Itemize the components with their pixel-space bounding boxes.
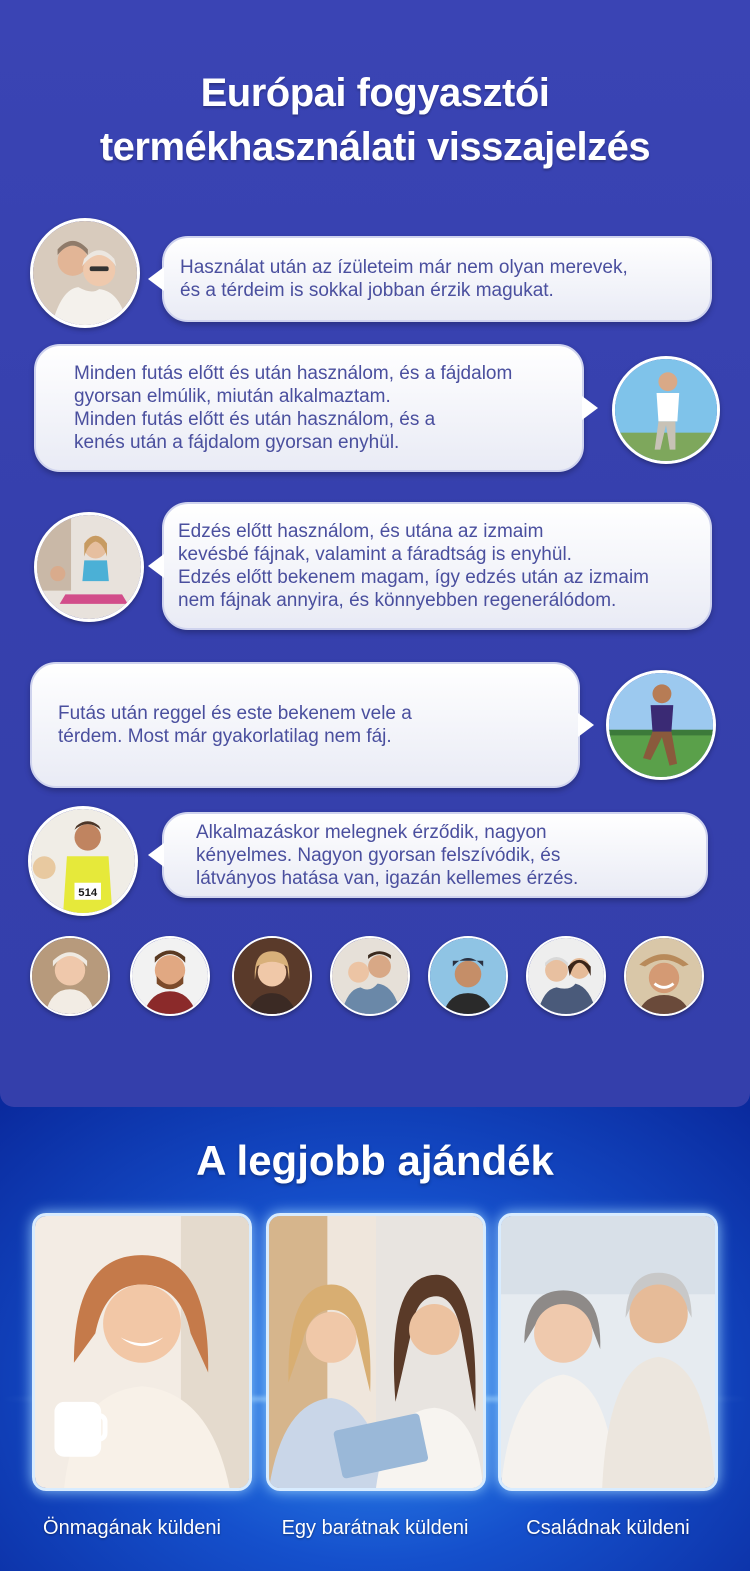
customer-avatar-3 (232, 936, 312, 1016)
review-3-bubble (162, 502, 712, 630)
feedback-title-line-1: Európai fogyasztói (200, 71, 550, 115)
review-2-line-1: Minden futás előtt és után használom, és a fájdalom (74, 363, 513, 384)
review-2-avatar (612, 356, 720, 464)
review-2-line-4: kenés után a fájdalom gyorsan enyhül. (74, 432, 400, 453)
gift-card-self (32, 1213, 252, 1491)
review-1-line-2: és a térdeim is sokkal jobban érzik magukat. (180, 280, 554, 301)
customer-avatar-5 (428, 936, 508, 1016)
review-3-line-2: kevésbé fájnak, valamint a fáradtság is enyhül. (178, 544, 572, 565)
review-5-bubble (162, 812, 708, 898)
review-2-line-2: gyorsan elmúlik, miután alkalmaztam. (74, 386, 391, 407)
review-2-bubble (34, 344, 584, 472)
customer-avatar-1 (30, 936, 110, 1016)
gift-section (0, 1107, 750, 1571)
review-1-bubble (162, 236, 712, 322)
customer-avatar-7 (624, 936, 704, 1016)
review-4-bubble (30, 662, 580, 788)
review-3-line-3: Edzés előtt bekenem magam, így edzés után az izmaim (178, 567, 650, 588)
review-4-avatar (606, 670, 716, 780)
review-5-line-3: látványos hatása van, igazán kellemes érzés. (196, 867, 579, 889)
feedback-title-line-2: termékhasználati visszajelzés (99, 125, 651, 169)
customer-avatar-4 (330, 936, 410, 1016)
caption-self: Önmagának küldeni (43, 1517, 221, 1539)
review-2-line-3: Minden futás előtt és után használom, és a (74, 409, 436, 430)
review-3-avatar (34, 512, 144, 622)
review-1-line-1: Használat után az ízületeim már nem olyan merevek, (180, 257, 628, 278)
customer-avatar-2 (130, 936, 210, 1016)
feedback-title (0, 66, 750, 174)
caption-family: Családnak küldeni (526, 1517, 690, 1539)
review-5-line-1: Alkalmazáskor melegnek érződik, nagyon (196, 821, 547, 843)
runner-bib-number: 514 (78, 886, 98, 899)
gift-card-friend (266, 1213, 486, 1491)
review-1-avatar (30, 218, 140, 328)
review-3-line-4: nem fájnak annyira, és könnyebben regenerálódom. (178, 590, 617, 611)
gift-title: A legjobb ajándék (196, 1137, 554, 1184)
review-5-avatar (28, 806, 138, 916)
review-3-line-1: Edzés előtt használom, és utána az izmaim (178, 521, 544, 542)
review-5-line-2: kényelmes. Nagyon gyorsan felszívódik, és (196, 844, 561, 866)
caption-friend: Egy barátnak küldeni (281, 1517, 469, 1539)
review-4-line-2: térdem. Most már gyakorlatilag nem fáj. (58, 726, 392, 747)
review-4-line-1: Futás után reggel és este bekenem vele a (58, 703, 412, 724)
customer-avatar-6 (526, 936, 606, 1016)
gift-card-family (498, 1213, 718, 1491)
